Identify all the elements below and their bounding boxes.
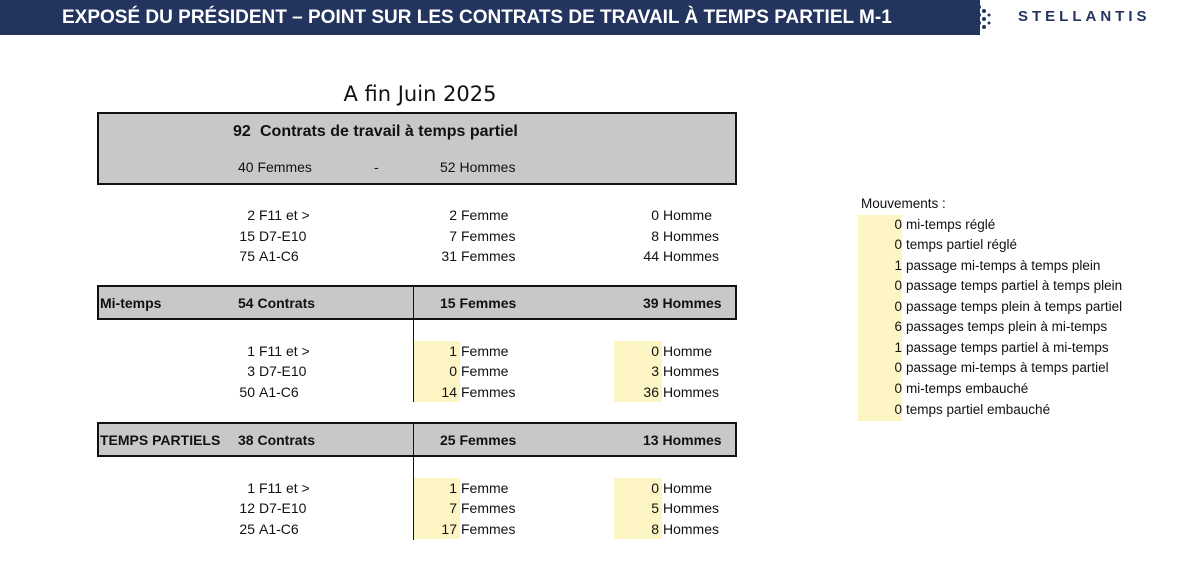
mouvement-label: mi-temps réglé: [906, 217, 996, 232]
mitemps-row-women-label: Femme: [461, 343, 509, 359]
total-count: 92: [233, 123, 251, 140]
tempspartiels-row-men: 8: [651, 521, 659, 537]
mitemps-row-grade: D7-E10: [259, 363, 307, 379]
mouvement-label: temps partiel embauché: [906, 402, 1051, 417]
mouvement-label: temps partiel réglé: [906, 237, 1018, 252]
tempspartiels-row-men: 5: [651, 500, 659, 516]
mouvement-label: passages temps plein à mi-temps: [906, 319, 1108, 334]
summary-row-women-label: Femmes: [461, 248, 516, 264]
mouvement-label: passage temps partiel à temps plein: [906, 278, 1123, 293]
mitemps-row-women: 0: [449, 363, 457, 379]
mitemps-box: [97, 285, 737, 320]
mitemps-row-men-label: Hommes: [663, 363, 720, 379]
mouvement-count: 1: [894, 258, 902, 273]
stellantis-logo-text: STELLANTIS: [1018, 8, 1151, 25]
mouvement-count: 0: [894, 299, 902, 314]
mouvement-count: 6: [894, 319, 902, 334]
tempspartiels-women: 25 Femmes: [440, 432, 517, 448]
summary-row-count: 15: [239, 228, 255, 244]
mouvement-label: passage mi-temps à temps partiel: [906, 360, 1109, 375]
summary-row-men: 0: [651, 207, 659, 223]
summary-row-women-label: Femmes: [461, 228, 516, 244]
tempspartiels-row-women: 1: [449, 480, 457, 496]
mitemps-men: 39 Hommes: [643, 295, 722, 311]
summary-row-men: 8: [651, 228, 659, 244]
tempspartiels-row-count: 12: [239, 500, 255, 516]
tempspartiels-contracts: 38 Contrats: [238, 432, 316, 448]
tempspartiels-row-grade: A1-C6: [259, 521, 299, 537]
mitemps-row-grade: A1-C6: [259, 384, 299, 400]
mouvement-label: passage mi-temps à temps plein: [906, 258, 1101, 273]
tempspartiels-label: TEMPS PARTIELS: [100, 432, 221, 448]
tempspartiels-row-women: 17: [441, 521, 457, 537]
date-title: A fin Juin 2025: [343, 82, 497, 106]
tempspartiels-row-men-label: Hommes: [663, 521, 720, 537]
total-label: Contrats de travail à temps partiel: [260, 123, 518, 140]
mitemps-row-men: 36: [643, 384, 659, 400]
page-header-banner: [0, 0, 980, 35]
tempspartiels-row-count: 25: [239, 521, 255, 537]
summary-row-grade: A1-C6: [259, 248, 299, 264]
mitemps-row-count: 50: [239, 384, 255, 400]
summary-row-count: 2: [247, 207, 255, 223]
summary-row-men-label: Hommes: [663, 228, 720, 244]
summary-women: 40 Femmes: [238, 159, 312, 175]
mouvements-title: Mouvements :: [861, 196, 946, 211]
tempspartiels-row-men: 0: [651, 480, 659, 496]
mouvement-label: passage temps partiel à mi-temps: [906, 340, 1109, 355]
mitemps-row-count: 3: [247, 363, 255, 379]
tempspartiels-row-men-label: Hommes: [663, 500, 720, 516]
tempspartiels-men: 13 Hommes: [643, 432, 722, 448]
summary-row-men-label: Homme: [663, 207, 713, 223]
mitemps-row-men: 0: [651, 343, 659, 359]
summary-row-men: 44: [643, 248, 659, 264]
summary-row-men-label: Hommes: [663, 248, 720, 264]
mitemps-row-grade: F11 et >: [259, 343, 310, 359]
mitemps-row-women: 1: [449, 343, 457, 359]
mouvement-count: 0: [894, 278, 902, 293]
summary-row-count: 75: [239, 248, 255, 264]
tempspartiels-row-count: 1: [247, 480, 255, 496]
summary-separator: -: [374, 159, 379, 175]
mitemps-row-men: 3: [651, 363, 659, 379]
mitemps-row-count: 1: [247, 343, 255, 359]
mitemps-row-women: 14: [441, 384, 457, 400]
summary-row-women: 7: [449, 228, 457, 244]
summary-row-women: 31: [441, 248, 457, 264]
mouvement-count: 1: [894, 340, 902, 355]
mouvement-count: 0: [894, 360, 902, 375]
mitemps-row-women-label: Femme: [461, 363, 509, 379]
tempspartiels-row-women-label: Femmes: [461, 500, 516, 516]
mouvement-count: 0: [894, 402, 902, 417]
mouvement-count: 0: [894, 217, 902, 232]
mitemps-contracts: 54 Contrats: [238, 295, 316, 311]
mitemps-row-men-label: Homme: [663, 343, 713, 359]
summary-row-women: 2: [449, 207, 457, 223]
mitemps-row-women-label: Femmes: [461, 384, 516, 400]
mitemps-women: 15 Femmes: [440, 295, 517, 311]
tempspartiels-row-women: 7: [449, 500, 457, 516]
mitemps-row-men-label: Hommes: [663, 384, 720, 400]
summary-men: 52 Hommes: [440, 159, 516, 175]
mouvement-count: 0: [894, 237, 902, 252]
tempspartiels-row-women-label: Femme: [461, 480, 509, 496]
page-title: EXPOSÉ DU PRÉSIDENT – POINT SUR LES CONTRATS DE TRAVAIL À TEMPS PARTIEL M-1: [62, 7, 892, 28]
mouvement-label: mi-temps embauché: [906, 381, 1029, 396]
stellantis-logo-icon: [973, 3, 997, 33]
tempspartiels-row-grade: D7-E10: [259, 500, 307, 516]
summary-row-women-label: Femme: [461, 207, 509, 223]
mouvement-count: 0: [894, 381, 902, 396]
mitemps-label: Mi-temps: [100, 295, 162, 311]
mouvement-label: passage temps plein à temps partiel: [906, 299, 1123, 314]
tempspartiels-row-women-label: Femmes: [461, 521, 516, 537]
summary-row-grade: D7-E10: [259, 228, 307, 244]
tempspartiels-row-men-label: Homme: [663, 480, 713, 496]
tempspartiels-row-grade: F11 et >: [259, 480, 310, 496]
summary-row-grade: F11 et >: [259, 207, 310, 223]
